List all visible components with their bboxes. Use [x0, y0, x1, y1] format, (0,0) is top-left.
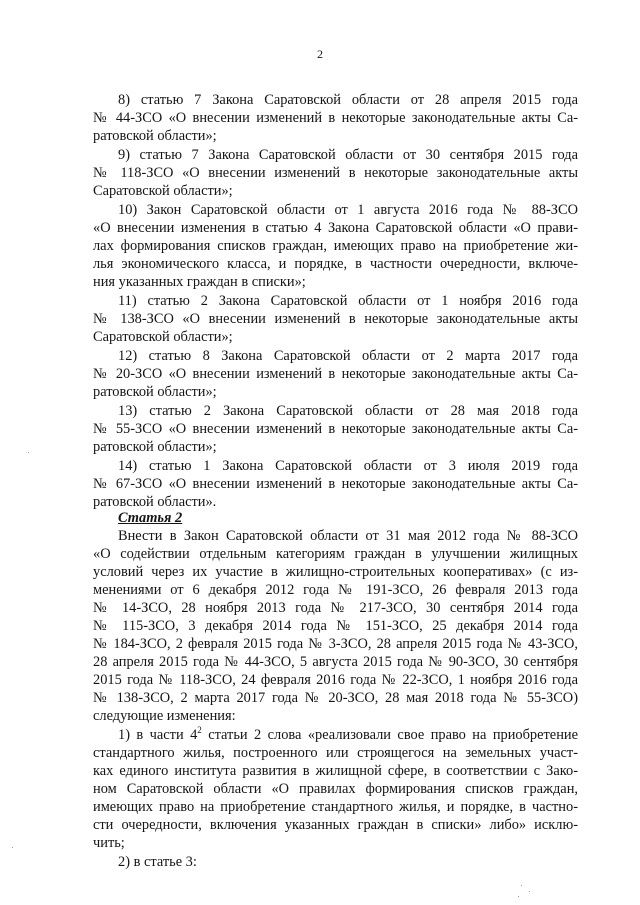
article-2-line-4: менениями от 6 декабря 2012 года № 191-ЗСО, 26 февраля 2013 года [93, 582, 578, 598]
article-2-line-6: № 115-ЗСО, 3 декабря 2014 года № 151-ЗСО, 25 декабря 2014 года [93, 618, 578, 634]
sub-item-1-line-6: сти очередности, включения указанных граждан в списки» либо» исклю- [93, 817, 578, 833]
scan-speck [521, 885, 522, 886]
article-2-line-2: «О содействии отдельным категориям граждан в улучшении жилищных [93, 546, 578, 562]
article-2-line-1: Внести в Закон Саратовской области от 31 мая 2012 года № 88-ЗСО [118, 528, 578, 544]
article-2-line-8: 28 апреля 2015 года № 44-ЗСО, 5 августа 2015 года № 90-ЗСО, 30 сентября [93, 654, 578, 670]
sub-item-1-line-5: имеющих право на приобретение стандартного жилья, и порядке, в частно- [93, 799, 578, 815]
item-10-line-5: ния указанных граждан в списки»; [93, 274, 306, 290]
scan-speck [12, 847, 13, 848]
item-14-line-1: 14) статью 1 Закона Саратовской области от 3 июля 2019 года [118, 458, 578, 474]
article-2-line-5: № 14-ЗСО, 28 ноября 2013 года № 217-ЗСО, 30 сентября 2014 года [93, 600, 578, 616]
item-10-line-2: «О внесении изменения в статью 4 Закона Саратовской области «О прави- [93, 220, 578, 236]
item-13-line-3: ратовской области»; [93, 439, 217, 455]
sub-item-2-line: 2) в статье 3: [118, 854, 197, 870]
sub-item-1-start: 1) в части 4 [118, 727, 198, 743]
sub-item-1-line-3: ках единого института развития в жилищной сфере, в соответствии с Зако- [93, 763, 578, 779]
item-10-line-4: лья экономического класса, и порядке, в частности очередности, включе- [93, 256, 578, 272]
item-11-line-2: № 138-ЗСО «О внесении изменений в некоторые законодательные акты [93, 311, 578, 327]
item-14-line-2: № 67-ЗСО «О внесении изменений в некоторые законодательные акты Са- [93, 476, 578, 492]
item-10-line-1: 10) Закон Саратовской области от 1 августа 2016 года № 88-ЗСО [118, 202, 578, 218]
item-8-line-3: ратовской области»; [93, 128, 217, 144]
article-2-line-3: условий через их участие в жилищно-строительных кооперативах» (с из- [93, 564, 578, 580]
sub-item-1-line-4: ном Саратовской области «О правилах формирования списков граждан, [93, 781, 578, 797]
article-2-line-9: 2015 года № 118-ЗСО, 24 февраля 2016 года № 22-ЗСО, 1 ноября 2016 года [93, 672, 578, 688]
item-14-line-3: ратовской области». [93, 494, 217, 510]
item-13-line-1: 13) статью 2 Закона Саратовской области от 28 мая 2018 года [118, 403, 578, 419]
article-2-line-10: № 138-ЗСО, 2 марта 2017 года № 20-ЗСО, 28 мая 2018 года № 55-ЗСО) [93, 690, 578, 706]
sub-item-1-rest: статьи 2 слова «реализовали свое право на приобретение [201, 727, 578, 743]
scan-speck [28, 452, 29, 453]
item-9-line-2: № 118-ЗСО «О внесении изменений в некоторые законодательные акты [93, 165, 578, 181]
page-number: 2 [317, 47, 323, 61]
item-12-line-2: № 20-ЗСО «О внесении изменений в некоторые законодательные акты Са- [93, 366, 578, 382]
sub-item-1-line-2: стандартного жилья, построенного или строящегося на земельных участ- [93, 745, 578, 761]
item-13-line-2: № 55-ЗСО «О внесении изменений в некоторые законодательные акты Са- [93, 421, 578, 437]
article-2-line-11: следующие изменения: [93, 708, 236, 724]
item-11-line-3: Саратовской области»; [93, 329, 233, 345]
scan-speck [529, 891, 530, 892]
item-8-line-1: 8) статью 7 Закона Саратовской области от 28 апреля 2015 года [118, 92, 578, 108]
superscript: 2 [197, 725, 202, 735]
article-2-line-7: № 184-ЗСО, 2 февраля 2015 года № 3-ЗСО, 28 апреля 2015 года № 43-ЗСО, [93, 636, 578, 652]
item-12-line-3: ратовской области»; [93, 384, 217, 400]
item-9-line-3: Саратовской области»; [93, 183, 233, 199]
sub-item-1-line-1 [118, 726, 578, 744]
item-10-line-3: лах формирования списков граждан, имеющих право на приобретение жи- [93, 238, 578, 254]
item-11-line-1: 11) статью 2 Закона Саратовской области от 1 ноября 2016 года [118, 293, 578, 309]
item-8-line-2: № 44-ЗСО «О внесении изменений в некоторые законодательные акты Са- [93, 110, 578, 126]
scan-speck [518, 896, 519, 897]
article-2-heading: Статья 2 [118, 510, 183, 526]
item-12-line-1: 12) статью 8 Закона Саратовской области от 2 марта 2017 года [118, 348, 578, 364]
item-9-line-1: 9) статью 7 Закона Саратовской области от 30 сентября 2015 года [118, 147, 578, 163]
sub-item-1-line-7: чить; [93, 835, 125, 851]
